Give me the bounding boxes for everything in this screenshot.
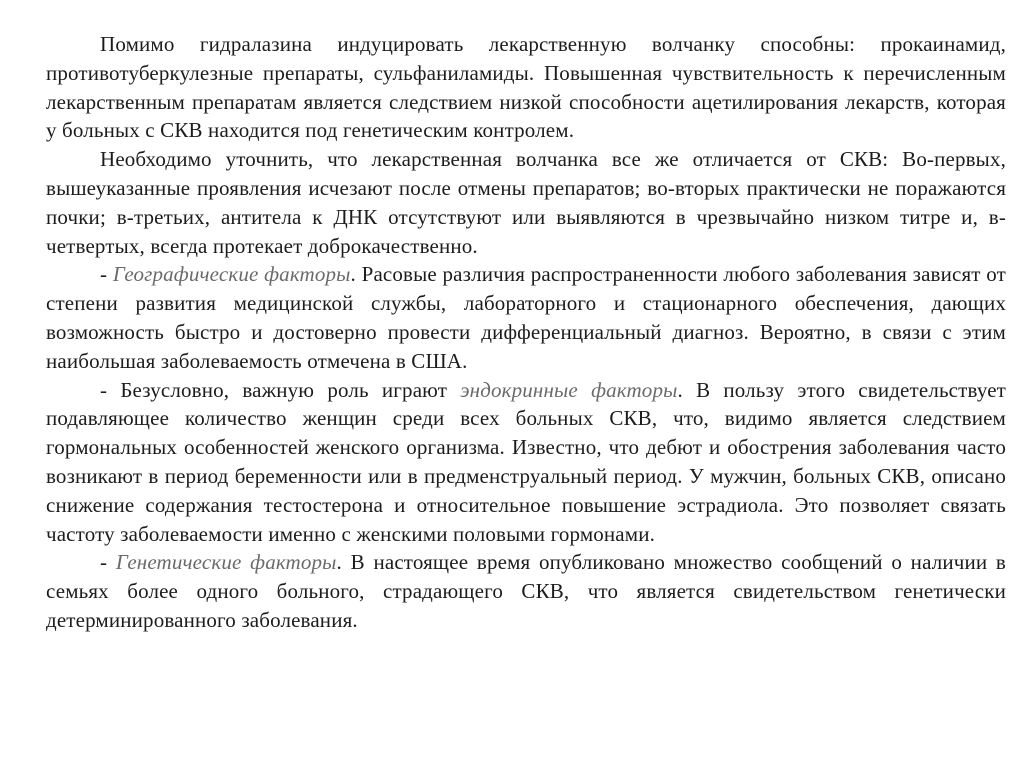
- paragraph-text: . Расовые различия распространенности любого заболевания зависят от степени развития медицинской службы, лабораторного и стационарного обеспечения, дающих возможность быстро и достоверно провести дифференциальный диагноз. Вероятно, в связи с этим наибольшая заболеваемость отмечена в США.: [46, 262, 1007, 373]
- paragraph-text: Необходимо уточнить, что лекарственная волчанка все же отличается от СКВ: Во-первых, вышеуказанные проявления исчезают после отмены препаратов; во-вторых практически не поражаются почки; в-третьих, антитела к ДНК отсутствуют или выявляются в чрезвычайно низком титре и, в-четвертых, всегда протекает доброкачественно.: [46, 147, 1006, 258]
- document-page: [46, 30, 1006, 635]
- term-endocrine-factors: эндокринные факторы: [460, 377, 678, 402]
- paragraph-geographic-factors: [46, 260, 1006, 375]
- paragraph-genetic-factors: [46, 548, 1006, 634]
- term-geographic-factors: Географические факторы: [112, 262, 351, 287]
- paragraph-text: - Безусловно, важную роль играют: [100, 377, 461, 402]
- paragraph-text: . В пользу этого свидетельствует подавляющее количество женщин среди всех больных СКВ, что, видимо является следствием гормональных особенностей женского организма. Известно, что дебют и обострения заболевания часто возникают в период беременности или в предменструальный период. У мужчин, больных СКВ, описано снижение содержания тестостерона и относительное повышение эстрадиола. Это позволяет связать частоту заболеваемости именно с женскими половыми гормонами.: [46, 377, 1007, 546]
- list-dash: -: [100, 262, 113, 287]
- list-dash: -: [100, 550, 116, 575]
- paragraph-drug-lupus-causes: [46, 30, 1006, 145]
- paragraph-drug-lupus-differences: [46, 145, 1006, 260]
- paragraph-text: . В настоящее время опубликовано множество сообщений о наличии в семьях более одного больного, страдающего СКВ, что является свидетельством генетически детерминированного заболевания.: [46, 550, 1006, 632]
- paragraph-endocrine-factors: [46, 376, 1006, 549]
- term-genetic-factors: Генетические факторы: [115, 550, 337, 575]
- paragraph-text: Помимо гидралазина индуцировать лекарственную волчанку способны: прокаинамид, противотуберкулезные препараты, сульфаниламиды. Повышенная чувствительность к перечисленным лекарственным препаратам является следствием низкой способности ацетилирования лекарств, которая у больных с СКВ находится под генетическим контролем.: [46, 32, 1006, 143]
